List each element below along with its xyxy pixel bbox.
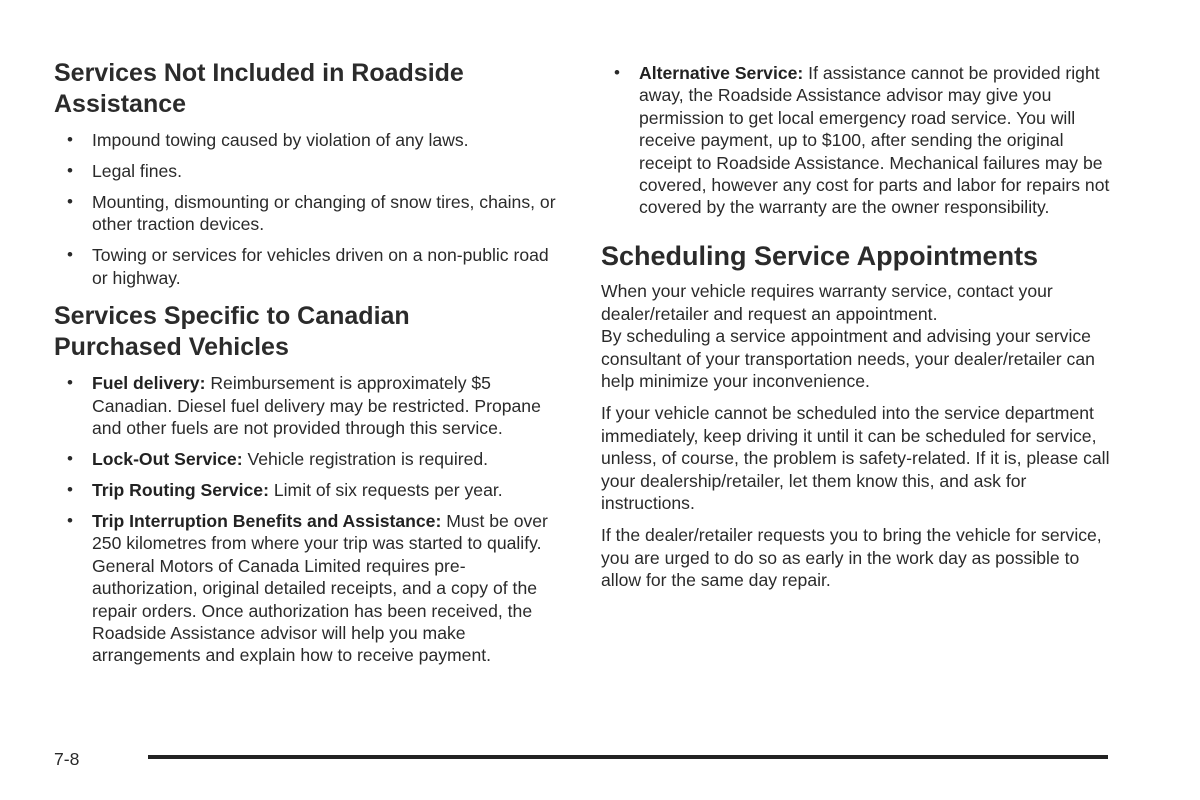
bullet-icon: • [67,191,73,211]
list-item-term: Fuel delivery: [92,373,206,394]
list-item-text: Legal fines. [92,160,182,181]
page-number: 7-8 [54,749,80,769]
left-column [54,58,560,675]
list-item [54,129,560,151]
paragraph: If the dealer/retailer requests you to bring the vehicle for service, you are urged to do so as early in the work day as possible to allow for the same day repair. [601,525,1102,591]
list-item-term: Lock-Out Service: [92,449,243,470]
list-item [54,510,560,667]
list-item [54,372,560,439]
heading-line: Services Not Included in Roadside [54,59,464,87]
bullet-icon: • [67,480,73,500]
section-heading-scheduling: Scheduling Service Appointments [601,241,1039,272]
list-item [54,160,560,182]
bullet-icon: • [614,63,620,82]
heading-line: Services Specific to Canadian [54,302,410,331]
list-item-text: Impound towing caused by violation of any laws. [92,130,469,150]
bullet-icon: • [67,160,73,180]
list-item-text: Reimbursement is approximately $5 Canadian. Diesel fuel delivery may be restricted. Propane and other fuels are not provided through this service. [92,373,541,439]
paragraph: By scheduling a service appointment and advising your service consultant of your transportation needs, your dealer/retailer can help minimize your inconvenience. [601,326,1095,391]
list-item [54,448,560,470]
list-item-text: Limit of six requests per year. [268,480,503,501]
list-item [54,479,560,501]
section-heading-not-included [54,58,560,120]
bullet-icon: • [67,449,73,469]
footer-rule [148,755,1108,759]
paragraph: If your vehicle cannot be scheduled into the service department immediately, keep driving it until it can be scheduled for service, unless, of course, the problem is safety-related. If it is, please call your dealership/retailer, let them know this, and ask for instructions. [601,403,1110,513]
list-item [54,191,560,236]
list-item-text: If assistance cannot be provided right away, the Roadside Assistance advisor may give you permission to get local emergency road service. You will receive payment, up to $100, after sending the original receipt to Roadside Assistance. Mechanical failures may be covered, however any cost for parts and labor for repairs not covered by the warranty are the owner responsibility. [639,63,1110,218]
alternative-service-list [601,62,1121,219]
right-column [601,62,1121,592]
list-item-text: Must be over 250 kilometres from where your trip was started to qualify. General Motors of Canada Limited requires pre-authorization, original detailed receipts, and a copy of the repair orders. Once authorization has been received, the Roadside Assistance advisor will help you make arrangements and explain how to receive payment. [92,510,548,666]
paragraph: When your vehicle requires warranty service, contact your dealer/retailer and request an appointment. [601,281,1053,324]
bullet-icon: • [67,130,73,149]
heading-line: Assistance [54,90,187,118]
list-item-term: Trip Interruption Benefits and Assistance: [92,510,442,531]
bullet-icon: • [67,373,73,393]
list-item-term: Trip Routing Service: [92,480,269,501]
list-item-text: Mounting, dismounting or changing of snow tires, chains, or other traction devices. [92,191,556,235]
section-heading-canadian [54,301,560,363]
list-item-text: Towing or services for vehicles driven on a non-public road or highway. [92,245,549,288]
list-item [601,62,1121,219]
not-included-list [54,129,560,289]
bullet-icon: • [67,245,73,265]
list-item-term: Alternative Service: [639,63,804,83]
canadian-services-list [54,372,560,666]
bullet-icon: • [67,510,73,530]
list-item-text: Vehicle registration is required. [242,449,489,470]
list-item [54,244,560,289]
heading-line: Purchased Vehicles [54,333,289,362]
